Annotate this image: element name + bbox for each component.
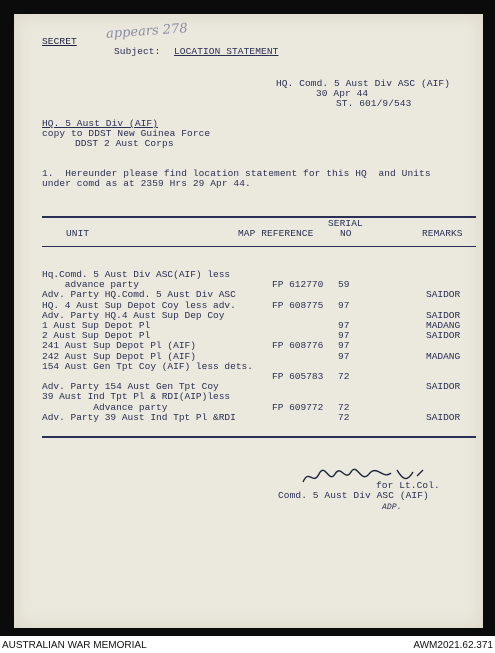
row-serial: 97 — [338, 330, 350, 342]
table-header-rule — [42, 246, 476, 247]
row-remarks: SAIDOR — [426, 309, 461, 321]
header-remarks: REMARKS — [422, 228, 463, 239]
row-unit: Adv. Party 39 Aust Ind Tpt Pl &RDI — [42, 411, 236, 423]
pencil-annotation: appears 278 — [105, 21, 189, 42]
paragraph-line-2: under comd as at 2359 Hrs 29 Apr 44. — [42, 178, 251, 189]
table-row — [14, 412, 483, 423]
row-remarks: SAIDOR — [426, 330, 461, 342]
row-unit: 154 Aust Gen Tpt Coy (AIF) less dets. — [42, 360, 253, 372]
row-unit: 242 Aust Sup Depot Pl (AIF) — [42, 350, 196, 362]
header-serial-top: SERIAL — [328, 218, 363, 229]
table-top-rule — [42, 216, 476, 218]
row-remarks: MADANG — [426, 350, 461, 362]
row-map-reference: FP 612770 — [272, 279, 324, 291]
row-serial: 72 — [338, 411, 350, 423]
row-map-reference: FP 608776 — [272, 340, 324, 352]
file-reference: ST. 601/9/543 — [336, 98, 412, 109]
row-remarks: MADANG — [426, 320, 461, 331]
row-serial: 72 — [338, 371, 350, 382]
copy-line-2: DDST 2 Aust Corps — [75, 138, 174, 149]
addressee: HQ. 5 Aust Div (AIF) — [42, 118, 159, 129]
table-bottom-rule — [42, 436, 476, 438]
header-map-reference: MAP REFERENCE — [238, 228, 314, 239]
document-page — [14, 14, 483, 628]
row-unit: Adv. Party HQ.Comd. 5 Aust Div ASC — [42, 289, 236, 301]
header-serial-bottom: NO — [340, 228, 352, 239]
row-map-reference: FP 605783 — [272, 371, 324, 382]
row-unit: 2 Aust Sup Depot Pl — [42, 330, 151, 342]
row-serial: 72 — [338, 401, 350, 413]
row-serial: 59 — [338, 279, 350, 291]
row-unit: Adv. Party HQ.4 Aust Sup Dep Coy — [42, 309, 225, 321]
row-remarks: SAIDOR — [426, 381, 461, 393]
header-unit: UNIT — [66, 228, 90, 239]
document-date: 30 Apr 44 — [316, 88, 369, 99]
row-unit: advance party — [42, 279, 139, 291]
subject-label: Subject: — [114, 46, 161, 57]
row-serial: 97 — [338, 350, 350, 362]
paragraph-line-1: 1. Hereunder please find location statement for this HQ and Units — [42, 168, 431, 179]
row-remarks: SAIDOR — [426, 411, 461, 423]
classification-marking: SECRET — [42, 36, 77, 47]
archive-footer — [0, 636, 495, 653]
row-unit: HQ. 4 Aust Sup Depot Coy less adv. — [42, 299, 236, 311]
row-unit: Adv. Party 154 Aust Gen Tpt Coy — [42, 381, 219, 393]
row-unit: 241 Aust Sup Depot Pl (AIF) — [42, 340, 196, 352]
row-serial: 97 — [338, 340, 350, 352]
row-map-reference: FP 609772 — [272, 401, 324, 413]
copy-line-1: copy to DDST New Guinea Force — [42, 128, 211, 139]
row-unit: 1 Aust Sup Depot Pl — [42, 320, 151, 331]
from-unit: HQ. Comd. 5 Aust Div ASC (AIF) — [276, 78, 451, 89]
archive-accession: AWM2021.62.371 — [413, 640, 493, 651]
row-serial: 97 — [338, 299, 350, 311]
signature-title: Comd. 5 Aust Div ASC (AIF) — [278, 490, 429, 501]
row-unit: Hq.Comd. 5 Aust Div ASC(AIF) less — [42, 269, 231, 280]
row-remarks: SAIDOR — [426, 289, 461, 301]
signature-initials: ADP. — [382, 503, 402, 512]
row-unit: Advance party — [42, 401, 168, 413]
signature-for-line: for Lt.Col. — [376, 480, 440, 491]
row-map-reference: FP 608775 — [272, 299, 324, 311]
row-serial: 97 — [338, 320, 350, 331]
subject-title: LOCATION STATEMENT — [174, 46, 279, 57]
row-unit: 39 Aust Ind Tpt Pl & RDI(AIP)less — [42, 391, 231, 403]
archive-name: AUSTRALIAN WAR MEMORIAL — [2, 640, 147, 651]
